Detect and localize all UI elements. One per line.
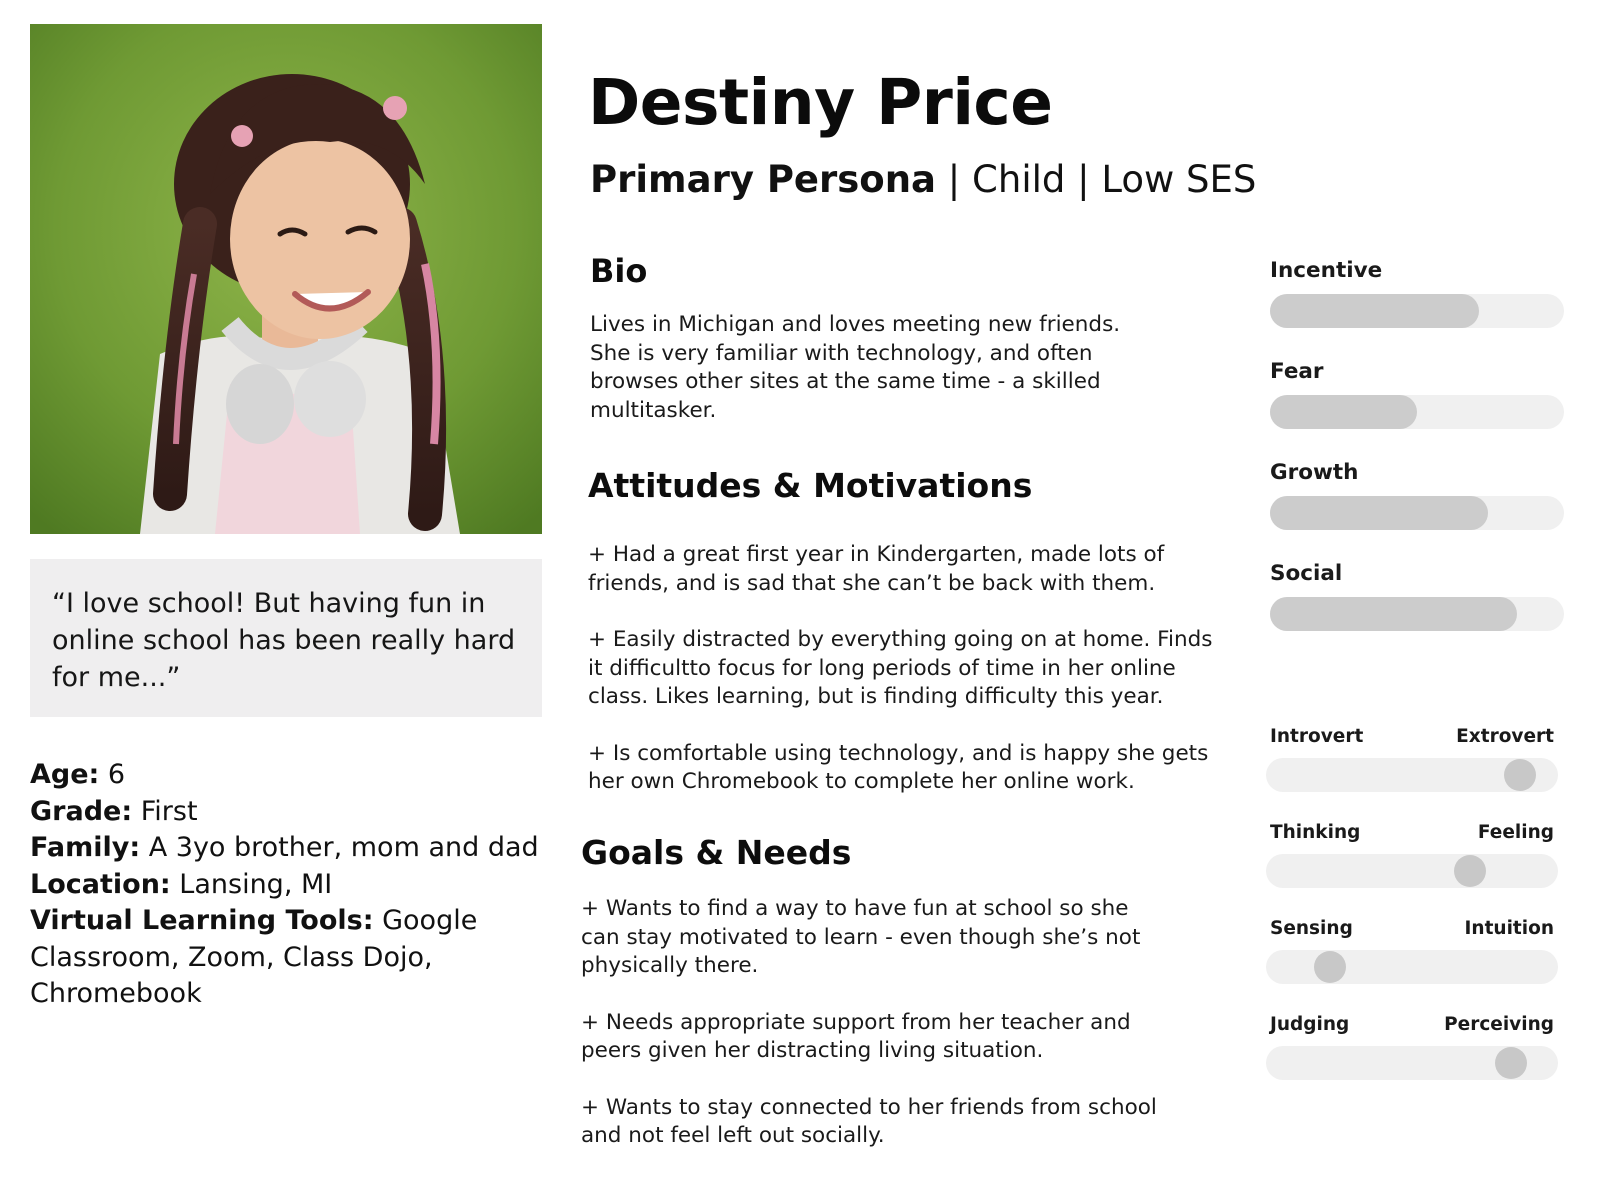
motivation-incentive [1270, 258, 1564, 328]
trait-left-label: Judging [1270, 1014, 1350, 1035]
goal-item: + Wants to stay connected to her friends from school and not feel left out socially. [581, 1094, 1157, 1148]
attitude-item: + Is comfortable using technology, and is happy she gets her own Chromebook to complete her online work. [588, 740, 1209, 794]
goals-list [581, 895, 1161, 1179]
bio-text: Lives in Michigan and loves meeting new friends. She is very familiar with technology, and often browses other sites at the same time - a skilled multitasker. [590, 312, 1121, 423]
motivation-bars [1270, 258, 1564, 662]
trait-track [1266, 854, 1558, 888]
motivation-fear [1270, 359, 1564, 429]
trait-track [1266, 1046, 1558, 1080]
fact-age: Age: 6 [30, 759, 126, 790]
goal-item: + Needs appropriate support from her teacher and peers given her distracting living situation. [581, 1009, 1131, 1063]
bio-heading: Bio [590, 252, 648, 290]
trait-judging-perceiving [1266, 1014, 1558, 1080]
attitude-item: + Had a great first year in Kindergarten, made lots of friends, and is sad that she can’t be back with them. [588, 542, 1165, 596]
trait-thinking-feeling [1266, 822, 1558, 888]
fact-location: Location: Lansing, MI [30, 868, 333, 900]
attitudes-list [588, 541, 1228, 825]
trait-right-label: Perceiving [1444, 1014, 1554, 1035]
trait-left-label: Introvert [1270, 726, 1364, 747]
motivation-track [1270, 597, 1564, 631]
goal-item: + Wants to find a way to have fun at school so she can stay motivated to learn - even though she’s not physically there. [581, 896, 1141, 978]
motivation-social [1270, 561, 1564, 631]
persona-name: Destiny Price [588, 66, 1053, 139]
persona-quote: “I love school! But having fun in online school has been really hard for me...” [52, 588, 516, 693]
motivation-growth [1270, 460, 1564, 530]
motivation-label: Social [1270, 561, 1343, 586]
goals-heading: Goals & Needs [581, 833, 852, 872]
trait-knob [1495, 1047, 1527, 1079]
motivation-fill [1270, 395, 1417, 429]
trait-knob [1504, 759, 1536, 791]
trait-knob [1314, 951, 1346, 983]
attitude-item: + Easily distracted by everything going on at home. Finds it difficultto focus for long periods of time in her online class. Likes learning, but is finding difficulty this year. [588, 627, 1213, 709]
trait-knob [1454, 855, 1486, 887]
personality-sliders [1266, 726, 1558, 1110]
fact-tools: Virtual Learning Tools: Google Classroom, Zoom, Class Dojo, Chromebook [30, 905, 478, 1009]
motivation-track [1270, 395, 1564, 429]
persona-photo [30, 24, 542, 534]
quote-box [30, 559, 542, 717]
trait-left-label: Thinking [1270, 822, 1361, 843]
trait-track [1266, 758, 1558, 792]
motivation-label: Incentive [1270, 258, 1383, 283]
trait-right-label: Intuition [1464, 918, 1554, 939]
trait-sensing-intuition [1266, 918, 1558, 984]
motivation-fill [1270, 294, 1479, 328]
trait-left-label: Sensing [1270, 918, 1353, 939]
trait-right-label: Feeling [1477, 822, 1554, 843]
motivation-fill [1270, 597, 1517, 631]
motivation-fill [1270, 496, 1488, 530]
motivation-label: Fear [1270, 359, 1324, 384]
motivation-track [1270, 294, 1564, 328]
fact-grade: Grade: First [30, 795, 198, 827]
trait-right-label: Extrovert [1456, 726, 1554, 747]
persona-facts [30, 757, 550, 1013]
trait-introvert-extrovert [1266, 726, 1558, 792]
attitudes-heading: Attitudes & Motivations [588, 466, 1033, 505]
motivation-label: Growth [1270, 460, 1359, 485]
motivation-track [1270, 496, 1564, 530]
persona-subtitle: Primary Persona | Child | Low SES [590, 158, 1257, 201]
fact-family: Family: A 3yo brother, mom and dad [30, 832, 539, 863]
trait-track [1266, 950, 1558, 984]
